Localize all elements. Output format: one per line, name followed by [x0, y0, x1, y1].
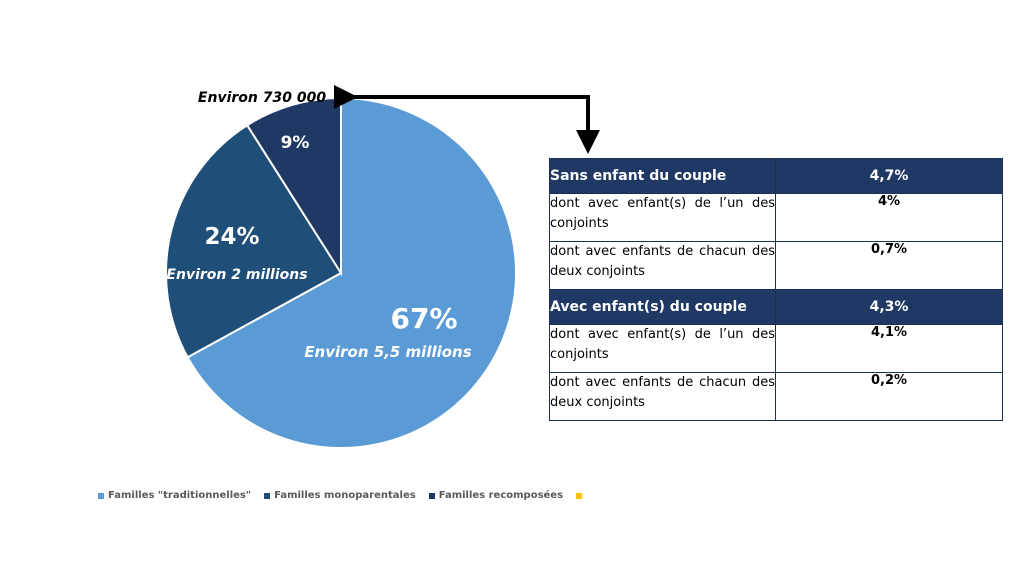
- legend-label: Familles monoparentales: [274, 490, 416, 501]
- row-label: Avec enfant(s) du couple: [550, 290, 776, 325]
- slice-percent-label: 24%: [204, 224, 260, 250]
- row-label: dont avec enfant(s) de l’un des conjoints: [550, 194, 776, 242]
- legend-item: [429, 490, 563, 501]
- row-value: 4%: [776, 194, 1003, 242]
- legend-item: [264, 490, 416, 501]
- row-label: dont avec enfants de chacun des deux conjoints: [550, 373, 776, 421]
- slice-percent-label: 9%: [280, 133, 310, 153]
- legend-swatch: [576, 493, 582, 499]
- legend-item: [576, 493, 586, 499]
- slice-percent-label: 67%: [390, 302, 458, 335]
- table-row: [550, 242, 1003, 290]
- slice-count-label: Environ 2 millions: [166, 267, 308, 283]
- chart-legend: [98, 490, 599, 501]
- legend-swatch: [429, 493, 435, 499]
- callout-label: Environ 730 000: [197, 90, 327, 106]
- table-header-row: [550, 290, 1003, 325]
- breakdown-table: [549, 158, 1003, 421]
- row-value: 4,7%: [776, 159, 1003, 194]
- row-value: 0,2%: [776, 373, 1003, 421]
- table-row: [550, 325, 1003, 373]
- table-header-row: [550, 159, 1003, 194]
- legend-swatch: [98, 493, 104, 499]
- row-value: 4,1%: [776, 325, 1003, 373]
- row-label: Sans enfant du couple: [550, 159, 776, 194]
- row-label: dont avec enfants de chacun des deux conjoints: [550, 242, 776, 290]
- table-row: [550, 194, 1003, 242]
- legend-label: Familles recomposées: [438, 490, 564, 501]
- legend-swatch: [264, 493, 270, 499]
- legend-label: Familles "traditionnelles": [108, 490, 252, 501]
- legend-item: [98, 490, 251, 501]
- row-label: dont avec enfant(s) de l’un des conjoints: [550, 325, 776, 373]
- table-row: [550, 373, 1003, 421]
- row-value: 4,3%: [776, 290, 1003, 325]
- row-value: 0,7%: [776, 242, 1003, 290]
- slice-count-label: Environ 5,5 millions: [304, 343, 472, 361]
